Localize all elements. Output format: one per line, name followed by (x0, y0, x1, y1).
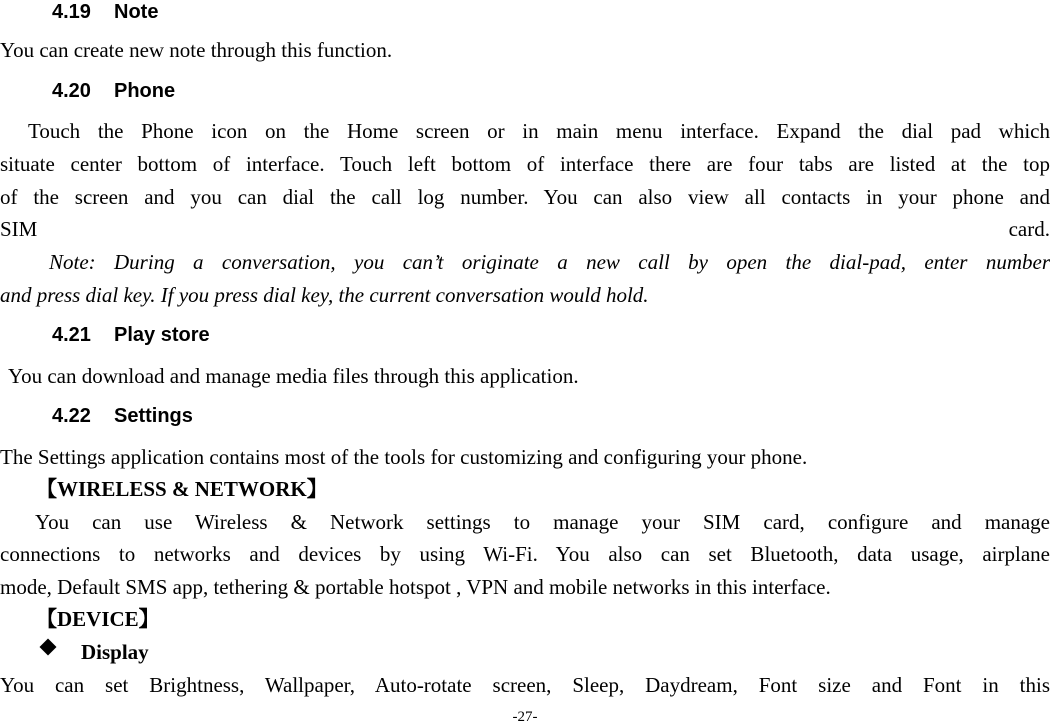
section-number: 4.21 (52, 324, 91, 346)
phone-line-3: of the screen and you can dial the call log number. You can also view all contacts in your phone and (0, 185, 1050, 209)
section-number: 4.19 (52, 1, 91, 23)
heading-4-20 (52, 79, 175, 103)
settings-intro: The Settings application contains most of the tools for customizing and configuring your phone. (0, 445, 808, 469)
heading-4-19 (52, 0, 158, 24)
section-title: Settings (114, 405, 193, 427)
wireless-line-2: connections to networks and devices by using Wi-Fi. You also can set Bluetooth, data usage, airplane (0, 542, 1050, 566)
section-title: Note (114, 1, 159, 23)
wireless-network-heading: 【WIRELESS & NETWORK】 (36, 477, 328, 501)
section-title: Play store (114, 324, 210, 346)
note-description: You can create new note through this function. (0, 38, 393, 62)
display-title: Display (81, 640, 149, 664)
heading-4-22 (52, 404, 193, 428)
play-store-description: You can download and manage media files through this application. (8, 364, 579, 388)
device-heading: 【DEVICE】 (36, 607, 160, 631)
heading-4-21 (52, 323, 210, 347)
page-number: -27- (512, 709, 538, 725)
section-number: 4.22 (52, 405, 91, 427)
phone-line-1: Touch the Phone icon on the Home screen or in main menu interface. Expand the dial pad which (28, 119, 1050, 143)
section-number: 4.20 (52, 80, 91, 102)
phone-note-line-2: and press dial key. If you press dial key, the current conversation would hold. (0, 283, 649, 307)
diamond-bullet-icon (40, 639, 57, 656)
display-line-1: You can set Brightness, Wallpaper, Auto-rotate screen, Sleep, Daydream, Font size and Font in this (0, 673, 1050, 697)
phone-note-line-1: Note: During a conversation, you can’t originate a new call by open the dial-pad, enter number (49, 250, 1050, 274)
phone-line-4-left: SIM (0, 217, 38, 241)
phone-line-4-right: card. (1008, 217, 1050, 241)
wireless-line-1: You can use Wireless & Network settings to manage your SIM card, configure and manage (35, 510, 1050, 534)
wireless-line-3: mode, Default SMS app, tethering & portable hotspot , VPN and mobile networks in this interface. (0, 575, 831, 599)
phone-line-2: situate center bottom of interface. Touch left bottom of interface there are four tabs are listed at the top (0, 152, 1050, 176)
section-title: Phone (114, 80, 176, 102)
